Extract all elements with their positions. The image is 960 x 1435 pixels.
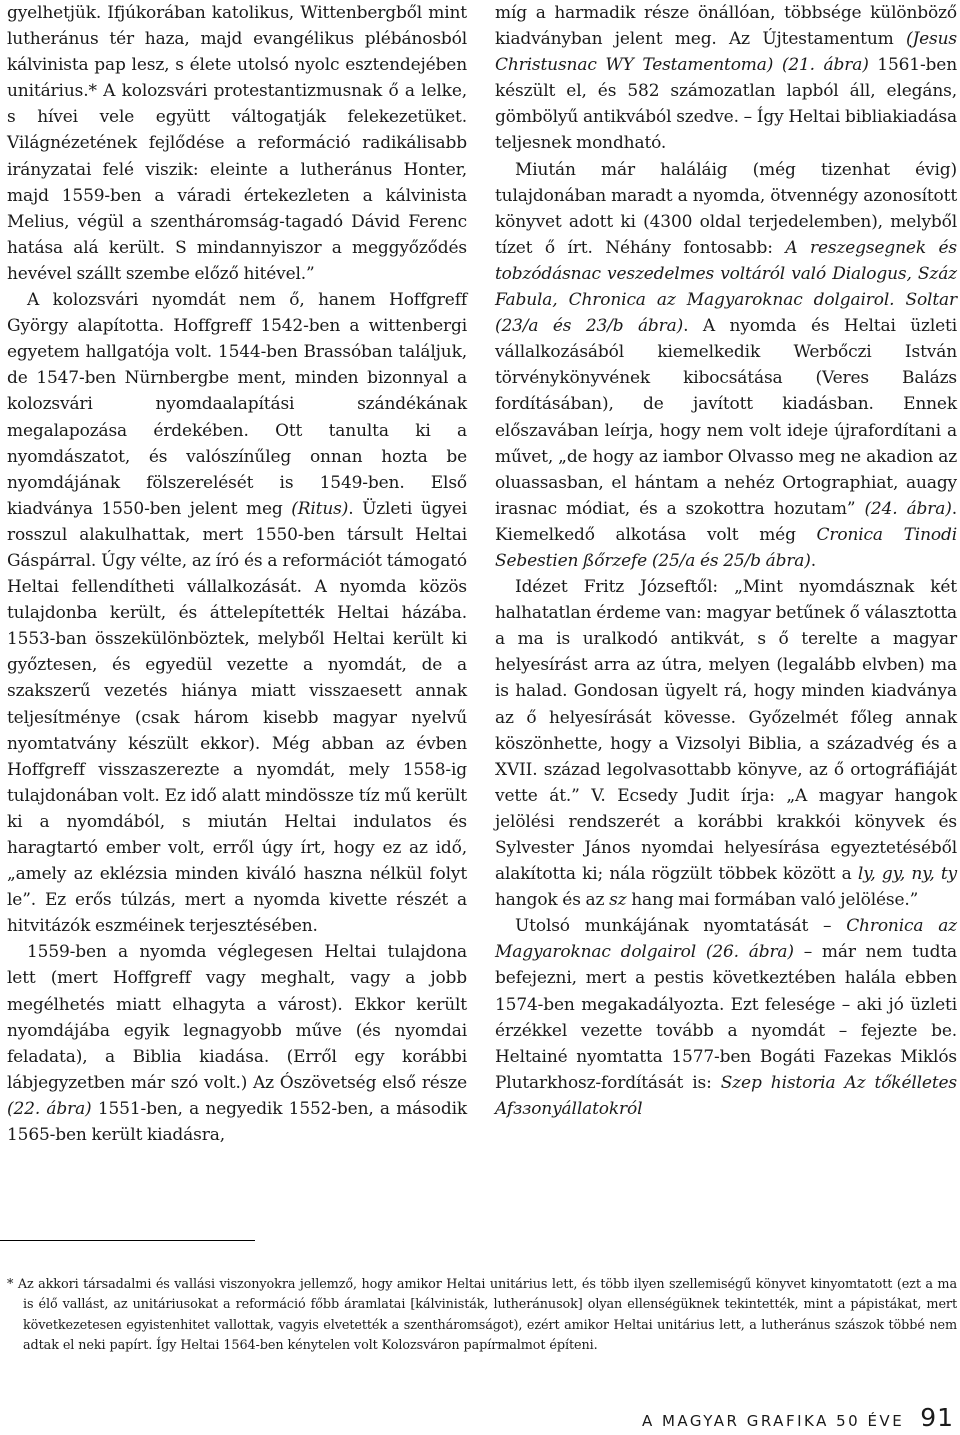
left-paragraph-3: 1559-ben a nyomda véglegesen Heltai tulajdona lett (mert Hoffgreff vagy meghalt, vagy a jobb megélhetés miatt elhagyta a várost). Ekkor került nyomdájába egyik legnagyobb műve (és nyomdai feladata), a Biblia kiadása. (Erről egy korábbi lábjegyzetben már szó volt.) Az Ószövetség első része (22. ábra) 1551-ben, a negyedik 1552-ben, a második 1565-ben került kiadásra, (7, 942, 468, 1146)
footnote-divider (0, 1240, 255, 1241)
left-column (7, 0, 467, 1148)
right-paragraph-2: Miután már haláláig (még tizenhat évig) tulajdonában maradt a nyomda, ötvennégy azonosított könyvet adott ki (4300 oldal terjedelemben), melyből tízet ő írt. Néhány fontosabb: A reszegsegnek és tobzódásnac veszedelmes voltáról való Dialogus, Száz Fabula, Chronica az Magyaroknac dolgairol. Soltar (23/a és 23/b ábra). A nyomda és Heltai üzleti vállalkozásából kiemelkedik Werbőczi István törvénykönyvének kibocsátása (Veres Balázs fordításában), de javított kiadásban. Ennek előszavában leírja, hogy nem volt ideje újrafordítani a művet, „de hogy az iambor Olvasso meg ne akadion az oluassasban, el hántam a nehéz Ortographiat, auagy irasnac módiat, és a szokottra hozutam” (24. ábra). Kiemelkedő alkotása volt még Cronica Tinodi Sebestien ßőrzefe (25/a és 25/b ábra). (495, 159, 957, 571)
left-paragraph-1: gyelhetjük. Ifjúkorában katolikus, Wittenbergből mint lutheránus tér haza, majd evangélikus plébánosból kálvinista pap lesz, s élete utolsó nyolc esztendejében unitárius.* A kolozsvári protestantizmusnak ő a lelke, s hívei vele együtt váltogatják felekezetüket. Világnézetének fejlődése a reformáció radikálisabb irányzatai felé viszik: eleinte a lutheránus Honter, majd 1559-ben a váradi értekezleten a kálvinista Melius, végül a szentháromság-tagadó Dávid Ferenc hatása alá került. S mindannyiszor a meggyőződés hevével szállt szembe előző hitével.” (7, 3, 467, 284)
left-paragraph-2: A kolozsvári nyomdát nem ő, hanem Hoffgreff György alapította. Hoffgreff 1542-ben a wittenbergi egyetem hallgatója volt. 1544-ben Brassóban találjuk, de 1547-ben Nürnbergbe ment, minden bizonnyal a kolozsvári nyomdaalapítási szándékának megalapozása érdekében. Ott tanulta ki a nyomdászatot, és valószínűleg onnan hozta be nyomdájának fölszerelését is 1549-ben. Első kiadványa 1550-ben jelent meg (Ritus). Üzleti ügyei rosszul alakulhattak, mert 1550-ben társult Heltai Gáspárral. Úgy vélte, az író és a reformációt támogató Heltai fellendítheti vállalkozását. A nyomda közös tulajdonba került, és áttelepítették Heltai házába. 1553-ban összekülönböztek, melyből Heltai került ki győztesen, és egyedül vezette a nyomdát, de a szakszerű vezetés hiánya miatt visszaesett annak teljesítménye (csak három kisebb magyar nyelvű nyomtatvány készült ekkor). Még abban az évben Hoffgreff visszaszerezte a nyomdát, mely 1558-ig tulajdonában volt. Ez idő alatt mindössze tíz mű került ki a nyomdából, s miután Heltai indulatos és haragtartó ember volt, erről úgy írt, hogy ez az idő, „amely az eklézsia minden kiváló haszna nélkül folyt le”. Ez erős túlzás, mert a nyomda kivette részét a hitvitázók eszméinek terjesztésében. (7, 290, 467, 937)
page-footer (642, 1403, 954, 1432)
right-paragraph-4: Utolsó munkájának nyomtatását – Chronica az Magyaroknac dolgairol (26. ábra) – már nem tudta befejezni, mert a pestis következtében halála ebben 1574-ben megakadályozta. Ezt felesége – aki jó üzleti érzékkel vezette tovább a nyomdát – fejezte be. Heltainé nyomtatta 1577-ben Bogáti Fazekas Miklós Plutarkhosz-fordítását is: Szep historia Az tőkélletes Afззonyállatokról (495, 916, 958, 1119)
right-paragraph-3: Idézet Fritz Józseftől: „Mint nyomdásznak két halhatatlan érdeme van: magyar betűnek ő választotta a ma is uralkodó antikvát, s ő terelte a magyar helyesírást arra az útra, melyen (legalább elvben) ma is halad. Gondosan ügyelt rá, hogy minden kiadványa az ő helyesírását kövesse. Győzelmét főleg annak köszönhette, hogy a Vizsolyi Biblia, a századvég és a XVII. század legolvasottabb könyve, az ő ortográfiáját vette át.” V. Ecsedy Judit írja: „A magyar hangok jelölési rendszerét a korábbi krakkói könyvek és Sylvester János nyomdai helyesírása egyeztetéséből alakította ki; nála rögzült többek között a ly, gy, ny, ty hangok és az sz hang mai formában való jelölése.” (495, 577, 957, 911)
footnote: * Az akkori társadalmi és vallási viszonyokra jellemző, hogy amikor Heltai unitárius lett, és több ilyen szellemiségű könyvet kinyomtatott (ezt a ma is élő vallást, az unitáriusokat a reformáció főbb áramlatai [kálvinisták, lutheránusok] olyan ellenségüknek tekintették, mint a pápistákat, mert következetesen egyistenhitet vallottak, vagyis elvetették a szentháromságot), ezért amikor Heltai unitárius lett, a lutheránus szászok többé nem adtak el neki papírt. Így Heltai 1564-ben kénytelen volt Kolozsváron papírmalmot építeni. (7, 1276, 957, 1354)
page-number: 91 (920, 1403, 954, 1432)
right-paragraph-1: míg a harmadik része önállóan, többsége különböző kiadványban jelent meg. Az Újtestamentum (Jesus Christusnac WY Testamentoma) (21. ábra) 1561-ben készült el, és 582 számozatlan lapból áll, elegáns, gömbölyű antikvából szedve. – Így Heltai bibliakiadása teljesnek mondható. (495, 3, 957, 154)
right-column (495, 0, 957, 1122)
running-head: A MAGYAR GRAFIKA 50 ÉVE (641, 1412, 905, 1430)
